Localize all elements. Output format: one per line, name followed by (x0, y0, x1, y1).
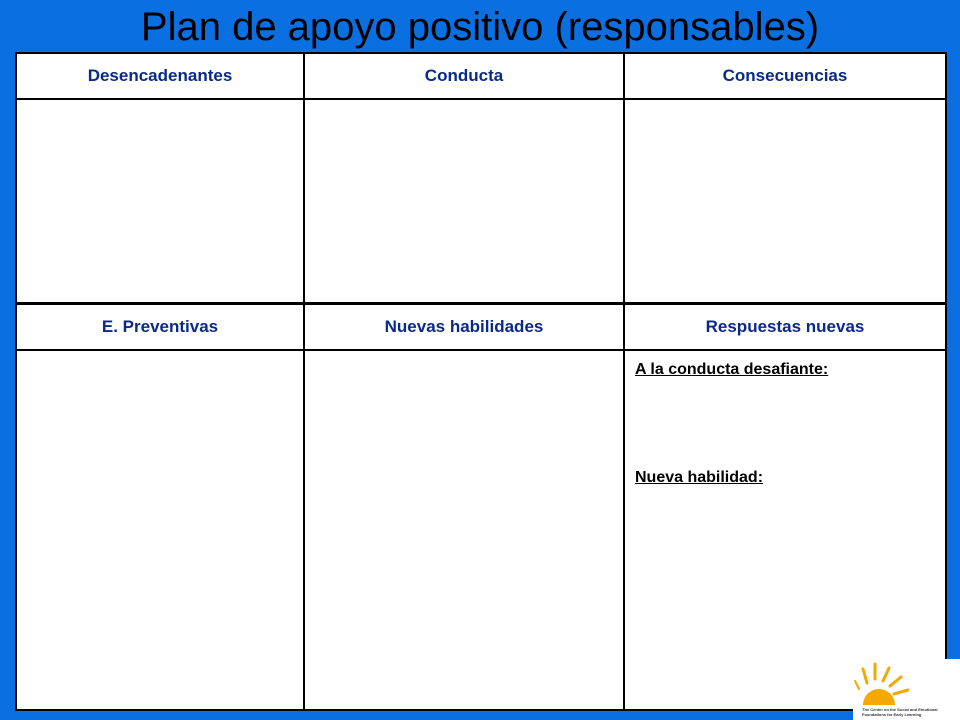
header-row-bottom (16, 304, 946, 351)
new-skill-label: Nueva habilidad: (635, 469, 764, 486)
triggers-cell[interactable] (16, 99, 304, 304)
table-row (16, 99, 946, 304)
column-header-consequences: Consecuencias (624, 53, 946, 99)
column-header-new-skills: Nuevas habilidades (304, 304, 624, 351)
column-header-behavior: Conducta (304, 53, 624, 99)
sun-icon (853, 659, 913, 707)
support-plan-table (15, 52, 947, 711)
behavior-cell[interactable] (304, 99, 624, 304)
table-row (16, 350, 946, 710)
csefel-logo (853, 659, 960, 720)
header-row-top (16, 53, 946, 99)
logo-text: The Center on the Social and Emotional Foundations for Early Learning (862, 707, 938, 717)
column-header-prevention: E. Preventivas (16, 304, 304, 351)
column-header-triggers: Desencadenantes (16, 53, 304, 99)
new-skills-cell[interactable] (304, 350, 624, 710)
column-header-new-responses: Respuestas nuevas (624, 304, 946, 351)
consequences-cell[interactable] (624, 99, 946, 304)
new-responses-cell[interactable] (624, 350, 946, 710)
challenging-behavior-label: A la conducta desafiante: (635, 361, 829, 378)
page-title: Plan de apoyo positivo (responsables) (140, 5, 820, 49)
prevention-cell[interactable] (16, 350, 304, 710)
